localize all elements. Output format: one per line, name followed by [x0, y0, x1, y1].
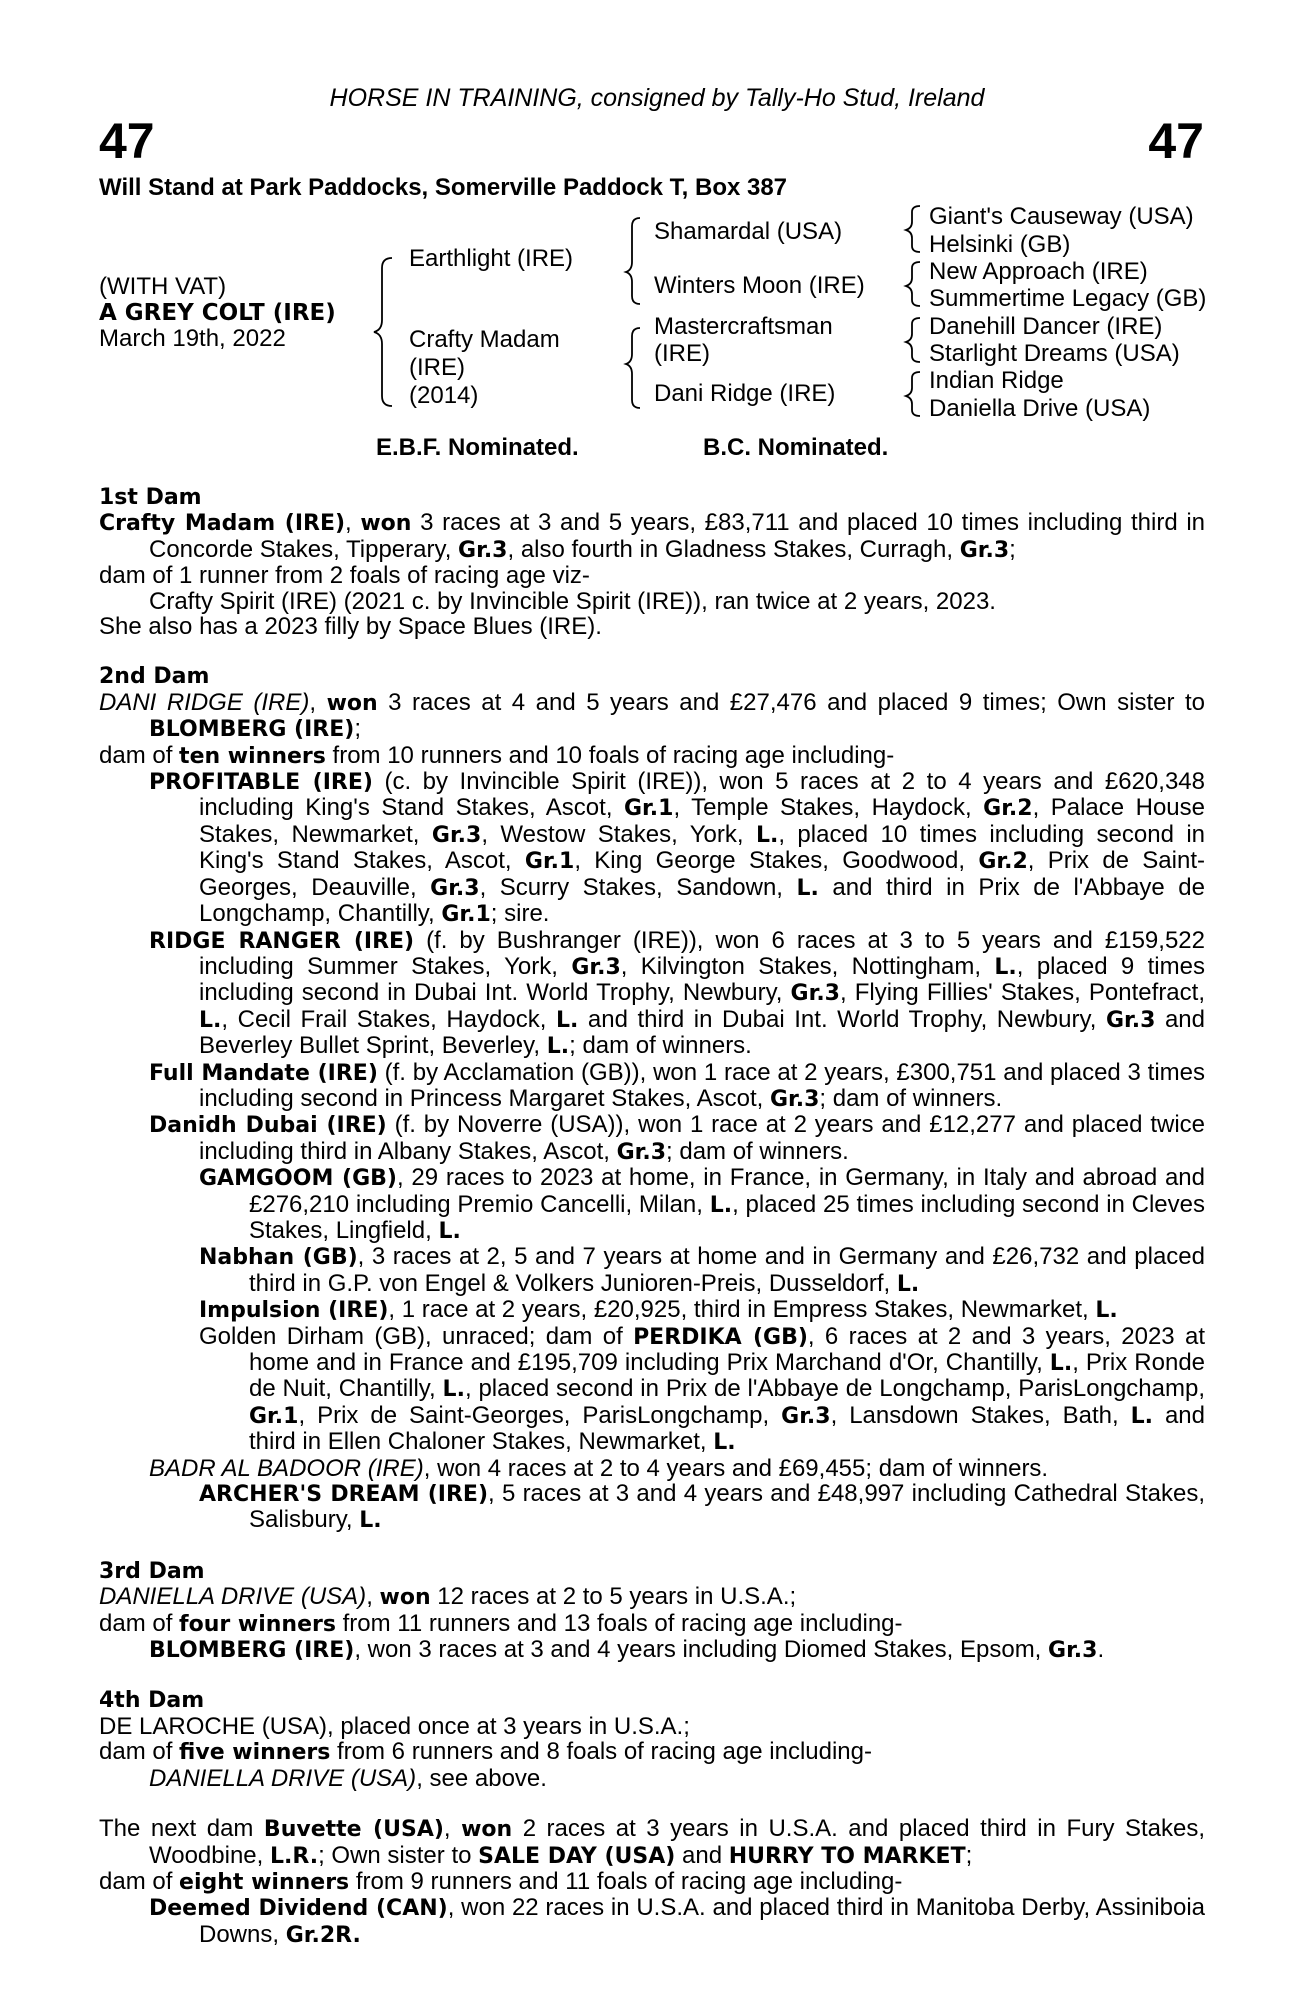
next-dam-dam-of: dam of eight winners from 9 runners and 11 foals of racing age including- [99, 1867, 903, 1895]
produce-daniella-drive: DANIELLA DRIVE (USA), see above. [149, 1764, 547, 1792]
fourth-dam-heading: 4th Dam [99, 1688, 205, 1714]
produce-archers-dream: ARCHER'S DREAM (IRE), 5 races at 3 and 4 years and £48,997 including Cathedral Stakes, Salisbury, L. [199, 1480, 1206, 1534]
third-dam-heading: 3rd Dam [99, 1558, 205, 1584]
stand-location: Will Stand at Park Paddocks, Somerville Paddock T, Box 387 [99, 174, 788, 201]
pedigree-dam: Crafty Madam [409, 326, 560, 353]
third-dam-dam-of: dam of four winners from 11 runners and 13 foals of racing age including- [99, 1609, 903, 1637]
pedigree-g3-5: Danehill Dancer (IRE) [929, 313, 1163, 340]
pedigree-g3-8: Daniella Drive (USA) [929, 395, 1151, 422]
pedigree-dam-sire-country: (IRE) [654, 340, 710, 367]
second-dam-heading: 2nd Dam [99, 664, 210, 690]
third-dam-entry: DANIELLA DRIVE (USA), won 12 races at 2 to 5 years in U.S.A.; [99, 1583, 797, 1611]
second-dam-dam-of: dam of ten winners from 10 runners and 10 foals of racing age including- [99, 741, 895, 769]
first-dam-dam-of: dam of 1 runner from 2 foals of racing age viz- [99, 562, 590, 590]
second-dam-entry: DANI RIDGE (IRE), won 3 races at 4 and 5 years and £27,476 and placed 9 times; Own sister to BLOMBERG (IRE); [99, 688, 1205, 743]
pedigree-g3-4: Summertime Legacy (GB) [929, 285, 1207, 312]
produce-golden-dirham: Golden Dirham (GB), unraced; dam of PERDIKA (GB), 6 races at 2 and 3 years, 2023 at home and in France and £195,709 including Prix Marchand d'Or, Chantilly, L., Prix Ronde de Nuit, Chantilly, L., placed second in Prix de l'Abbaye de Longchamp, ParisLongchamp, Gr.1, Prix de Saint-Georges, ParisLongchamp, Gr.3, Lansdown Stakes, Bath, L. and third in Ellen Chaloner Stakes, Newmarket, L. [199, 1322, 1206, 1456]
first-dam-heading: 1st Dam [99, 485, 202, 510]
pedigree-g3-3: New Approach (IRE) [929, 258, 1148, 285]
produce-blomberg: BLOMBERG (IRE), won 3 races at 3 and 4 years including Diomed Stakes, Epsom, Gr.3. [149, 1636, 1105, 1664]
first-dam-entry: Crafty Madam (IRE), won 3 races at 3 and 5 years, £83,711 and placed 10 times including third in Concorde Stakes, Tipperary, Gr.3, also fourth in Gladness Stakes, Curragh, Gr.3; [99, 509, 1205, 563]
first-dam-also: She also has a 2023 filly by Space Blues (IRE). [99, 613, 602, 641]
produce-badr-al-badoor: BADR AL BADOOR (IRE), won 4 races at 2 to 4 years and £69,455; dam of winners. [149, 1454, 1049, 1482]
lot-number-right: 47 [1148, 113, 1204, 169]
horse-dob: March 19th, 2022 [99, 325, 286, 352]
fourth-dam-entry: DE LAROCHE (USA), placed once at 3 years in U.S.A.; [99, 1712, 690, 1740]
ebf-nominated: E.B.F. Nominated. [376, 434, 579, 461]
lot-number-left: 47 [99, 113, 155, 169]
page-header: HORSE IN TRAINING, consigned by Tally-Ho Stud, Ireland [329, 84, 985, 112]
pedigree-dam-country: (IRE) [409, 354, 465, 381]
pedigree-g3-2: Helsinki (GB) [929, 231, 1071, 258]
vat-note: (WITH VAT) [99, 273, 227, 300]
pedigree-sire-dam: Winters Moon (IRE) [654, 272, 865, 299]
pedigree-g3-6: Starlight Dreams (USA) [929, 340, 1180, 367]
produce-gamgoom: GAMGOOM (GB), 29 races to 2023 at home, in France, in Germany, in Italy and abroad and £276,210 including Premio Cancelli, Milan, L., placed 25 times including second in Cleves Stakes, Lingfield, L. [199, 1164, 1205, 1244]
produce-ridge-ranger: RIDGE RANGER (IRE) (f. by Bushranger (IRE)), won 6 races at 3 to 5 years and £159,522 including Summer Stakes, York, Gr.3, Kilvington Stakes, Nottingham, L., placed 9 times including second in Dubai Int. World Trophy, Newbury, Gr.3, Flying Fillies' Stakes, Pontefract, L., Cecil Frail Stakes, Haydock, L. and third in Dubai Int. World Trophy, Newbury, Gr.3 and Beverley Bullet Sprint, Beverley, L.; dam of winners. [149, 926, 1205, 1060]
pedigree-dam-sire: Mastercraftsman [654, 313, 833, 340]
produce-impulsion: Impulsion (IRE), 1 race at 2 years, £20,925, third in Empress Stakes, Newmarket, L. [199, 1296, 1118, 1324]
horse-name: A GREY COLT (IRE) [99, 300, 336, 326]
pedigree-g3-1: Giant's Causeway (USA) [929, 203, 1194, 230]
first-dam-runner: Crafty Spirit (IRE) (2021 c. by Invincible Spirit (IRE)), ran twice at 2 years, 2023. [149, 587, 996, 615]
produce-profitable: PROFITABLE (IRE) (c. by Invincible Spirit (IRE)), won 5 races at 2 to 4 years and £620,348 including King's Stand Stakes, Ascot, Gr.1, Temple Stakes, Haydock, Gr.2, Palace House Stakes, Newmarket, Gr.3, Westow Stakes, York, L., placed 10 times including second in King's Stand Stakes, Ascot, Gr.1, King George Stakes, Goodwood, Gr.2, Prix de Saint-Georges, Deauville, Gr.3, Scurry Stakes, Sandown, L. and third in Prix de l'Abbaye de Longchamp, Chantilly, Gr.1; sire. [149, 768, 1206, 928]
pedigree-sire: Earthlight (IRE) [409, 245, 574, 272]
produce-deemed-dividend: Deemed Dividend (CAN), won 22 races in U.S.A. and placed third in Manitoba Derby, Assiniboia Downs, Gr.2R. [149, 1894, 1205, 1948]
fourth-dam-dam-of: dam of five winners from 6 runners and 8 foals of racing age including- [99, 1738, 872, 1766]
produce-nabhan: Nabhan (GB), 3 races at 2, 5 and 7 years at home and in Germany and £26,732 and placed third in G.P. von Engel & Volkers Junioren-Preis, Dusseldorf, L. [199, 1243, 1206, 1297]
bc-nominated: B.C. Nominated. [703, 434, 889, 461]
pedigree-g3-7: Indian Ridge [929, 367, 1064, 394]
produce-danidh-dubai: Danidh Dubai (IRE) (f. by Noverre (USA)), won 1 race at 2 years and £12,277 and placed twice including third in Albany Stakes, Ascot, Gr.3; dam of winners. [149, 1111, 1205, 1165]
pedigree-sire-sire: Shamardal (USA) [654, 218, 843, 245]
produce-full-mandate: Full Mandate (IRE) (f. by Acclamation (GB)), won 1 race at 2 years, £300,751 and placed 3 times including second in Princess Margaret Stakes, Ascot, Gr.3; dam of winners. [149, 1058, 1205, 1112]
produce-record [99, 485, 1205, 1948]
next-dam-entry: The next dam Buvette (USA), won 2 races at 3 years in U.S.A. and placed third in Fury Stakes, Woodbine, L.R.; Own sister to SALE DAY (USA) and HURRY TO MARKET; [99, 1815, 1205, 1869]
pedigree-dam-year: (2014) [409, 382, 479, 409]
pedigree-dam-dam: Dani Ridge (IRE) [654, 380, 836, 407]
